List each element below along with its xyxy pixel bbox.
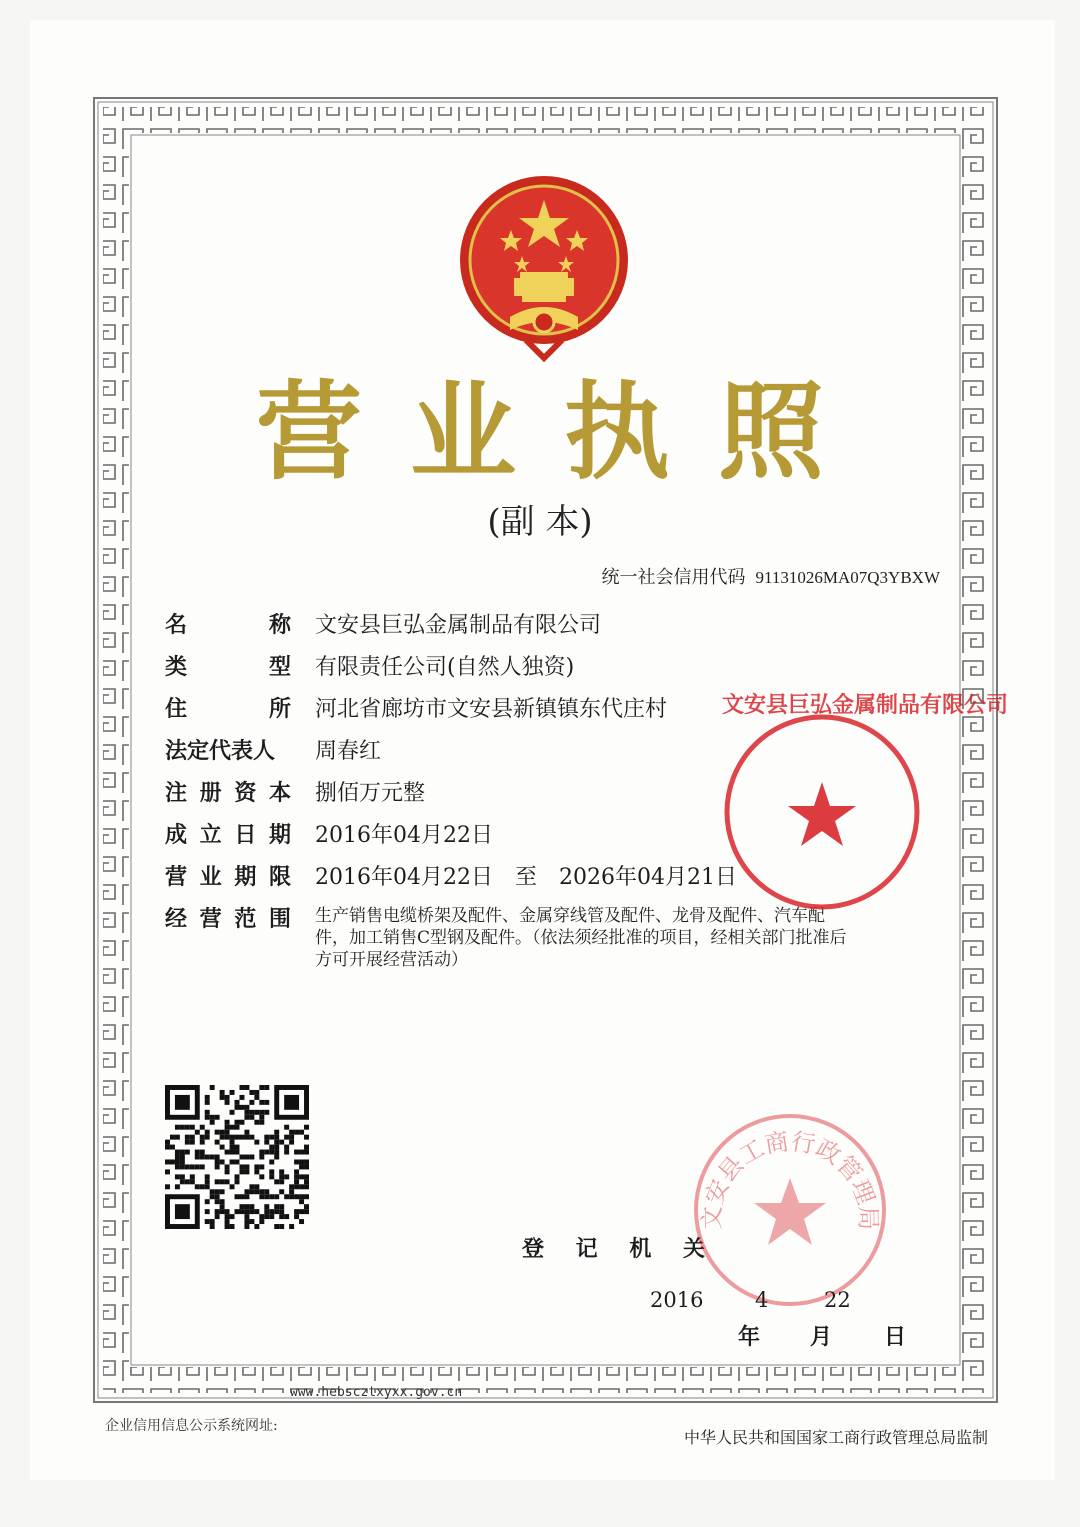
registration-day: 22 [824,1288,851,1312]
field-established-label [165,818,291,849]
label-char: 成 [165,823,188,848]
label-char: 称 [268,613,291,638]
field-name-label [165,608,291,639]
label-char: 业 [199,865,222,890]
field-term-value: 2016年04月22日 至 2026年04月21日 [315,865,737,890]
label-char: 围 [268,907,291,932]
qr-code-icon[interactable] [165,1085,309,1229]
uscc-label: 统一社会信用代码 [601,567,746,588]
month-label: 月 [810,1325,833,1350]
uscc-code: 91131026MA07Q3YBXW [755,568,940,587]
field-capital-label [165,776,291,807]
label-char: 名 [165,613,188,638]
authority-seal [690,1110,890,1310]
label-char: 营 [165,865,188,890]
footer-url[interactable]: www.hebscztxyxx.gov.cn [290,1385,463,1400]
field-established-value: 2016年04月22日 [315,823,493,848]
field-type-label [165,650,291,681]
label-char: 期 [268,823,291,848]
company-seal [722,693,1009,912]
uscc-line [602,563,940,589]
company-seal-text: 文安县巨弘金属制品有限公司 [722,693,1009,718]
field-scope-value: 生产销售电缆桥架及配件、金属穿线管及配件、龙骨及配件、汽车配件，加工销售C型钢及配件。（依法须经批准的项目，经相关部门批准后方可开展经营活动） [315,906,847,970]
field-term-label [165,860,291,891]
field-address-label [165,692,291,723]
footer-right: 中华人民共和国国家工商行政管理总局监制 [683,1428,988,1447]
label-char: 注 [165,781,188,806]
registration-authority-label: 登 记 机 关 [522,1237,717,1262]
copy-subtitle: (副 本) [487,502,593,542]
field-type-value: 有限责任公司(自然人独资) [315,655,575,680]
label-char: 类 [165,655,188,680]
field-legal-rep-label: 法定代表人 [165,739,276,764]
label-char: 日 [234,823,257,848]
footer-left: 企业信用信息公示系统网址: [105,1418,278,1434]
year-label: 年 [738,1325,761,1350]
field-address-value: 河北省廊坊市文安县新镇镇东代庄村 [315,697,668,722]
certificate-title: 营业执照 [256,371,872,494]
label-char: 期 [234,865,257,890]
label-char: 限 [268,865,291,890]
registration-month: 4 [755,1288,769,1312]
label-char: 本 [268,781,291,806]
day-label: 日 [884,1325,907,1350]
label-char: 资 [234,781,257,806]
field-name-value: 文安县巨弘金属制品有限公司 [315,613,602,638]
national-emblem-icon [456,172,632,362]
label-char: 经 [165,907,188,932]
field-capital-value: 捌佰万元整 [315,781,426,806]
label-char: 型 [268,655,291,680]
label-char: 范 [234,907,257,932]
label-char: 营 [199,907,222,932]
authority-seal-text-path: 文安县工商行政管理局 [697,1127,883,1231]
registration-year: 2016 [650,1288,704,1312]
label-char: 立 [199,823,222,848]
label-char: 所 [268,697,291,722]
label-char: 住 [165,697,188,722]
label-char: 册 [199,781,222,806]
field-scope-label [165,902,291,933]
field-legal-rep-value: 周春红 [315,739,382,764]
